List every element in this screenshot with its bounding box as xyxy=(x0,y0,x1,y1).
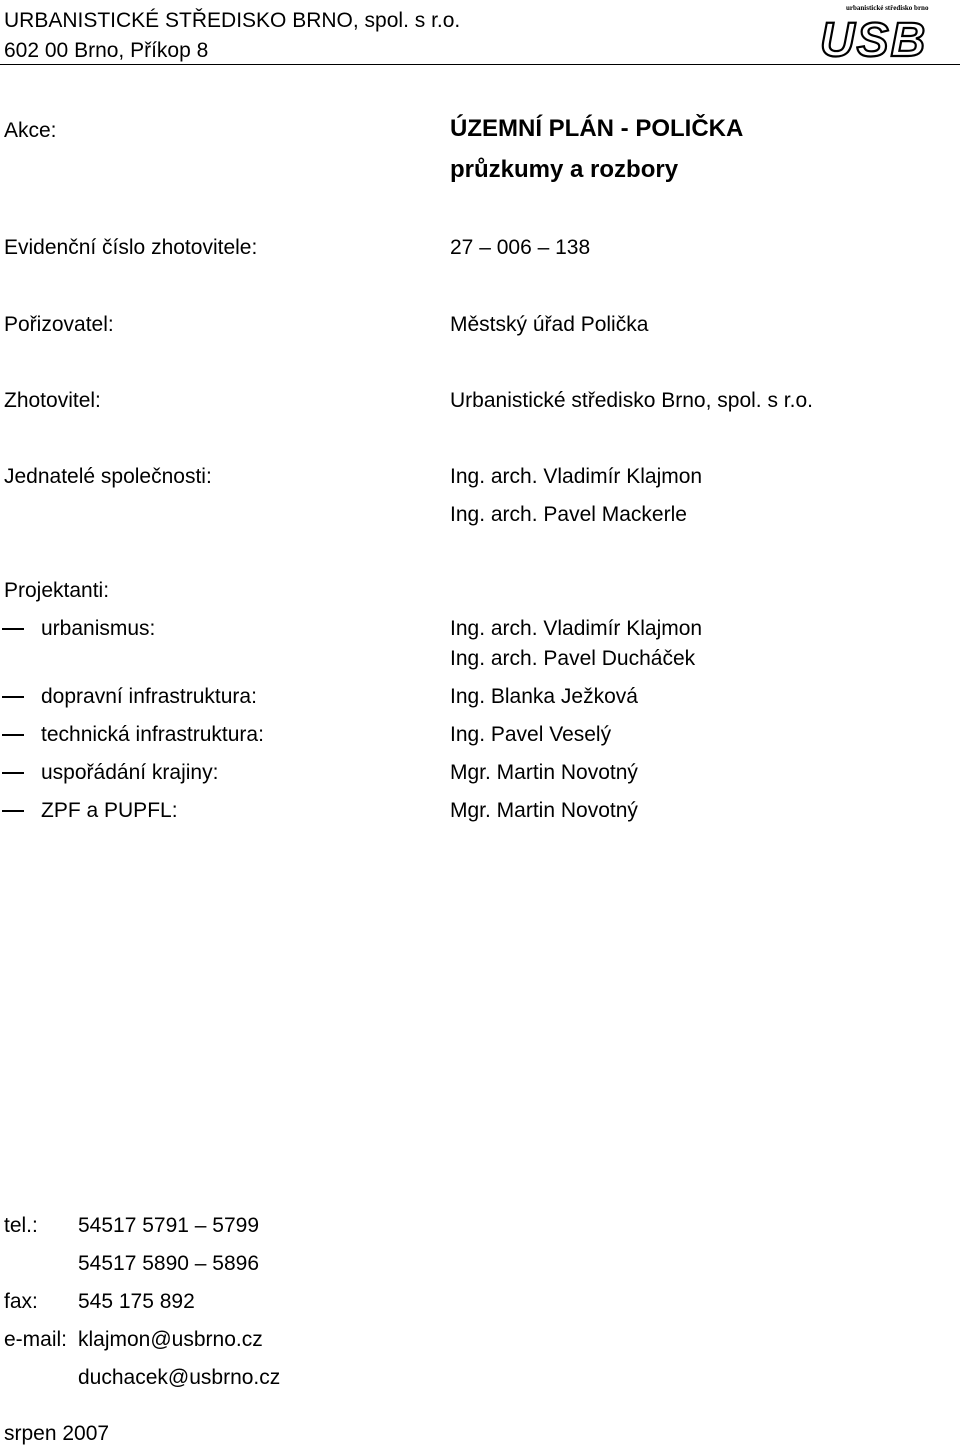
email-address[interactable]: klajmon@usbrno.cz xyxy=(78,1328,263,1351)
evidencni-label: Evidenční číslo zhotovitele: xyxy=(4,236,258,259)
usb-logo xyxy=(816,2,960,60)
dash-bullet xyxy=(2,810,24,812)
projektant-name: Ing. Pavel Veselý xyxy=(450,723,612,746)
jednatel-name: Ing. arch. Pavel Mackerle xyxy=(450,503,687,526)
fax-label: fax: xyxy=(4,1290,38,1313)
projektant-role: uspořádání krajiny: xyxy=(41,761,219,784)
projektant-name: Ing. Blanka Ježková xyxy=(450,685,638,708)
evidencni-value: 27 – 006 – 138 xyxy=(450,236,591,259)
logo-letters: USB xyxy=(820,14,928,60)
projektant-role: dopravní infrastruktura: xyxy=(41,685,257,708)
logo-caption: urbanistické středisko brno xyxy=(846,4,929,12)
porizovatel-value: Městský úřad Polička xyxy=(450,313,649,336)
tel-label: tel.: xyxy=(4,1214,38,1237)
zhotovitel-label: Zhotovitel: xyxy=(4,389,101,412)
zhotovitel-value: Urbanistické středisko Brno, spol. s r.o. xyxy=(450,389,813,412)
email-label: e-mail: xyxy=(4,1328,68,1351)
jednatele-label: Jednatelé společnosti: xyxy=(4,465,212,488)
projektant-role: ZPF a PUPFL: xyxy=(41,799,178,822)
project-title: ÚZEMNÍ PLÁN - POLIČKA xyxy=(450,115,744,142)
tel-number: 54517 5791 – 5799 xyxy=(78,1214,260,1237)
porizovatel-label: Pořizovatel: xyxy=(4,313,114,336)
company-address: 602 00 Brno, Příkop 8 xyxy=(4,39,209,62)
dash-bullet xyxy=(2,734,24,736)
header-divider xyxy=(0,64,960,65)
project-subtitle: průzkumy a rozbory xyxy=(450,156,679,183)
projektant-name: Ing. arch. Pavel Ducháček xyxy=(450,647,696,670)
projektanti-label: Projektanti: xyxy=(4,579,110,602)
email-address[interactable]: duchacek@usbrno.cz xyxy=(78,1366,281,1389)
jednatel-name: Ing. arch. Vladimír Klajmon xyxy=(450,465,703,488)
document-date: srpen 2007 xyxy=(4,1422,110,1445)
fax-number: 545 175 892 xyxy=(78,1290,195,1313)
projektant-role: urbanismus: xyxy=(41,617,156,640)
dash-bullet xyxy=(2,628,24,630)
akce-label: Akce: xyxy=(4,119,57,142)
dash-bullet xyxy=(2,696,24,698)
tel-number: 54517 5890 – 5896 xyxy=(78,1252,260,1275)
projektant-role: technická infrastruktura: xyxy=(41,723,264,746)
projektant-name: Ing. arch. Vladimír Klajmon xyxy=(450,617,703,640)
projektant-name: Mgr. Martin Novotný xyxy=(450,761,638,784)
company-name: URBANISTICKÉ STŘEDISKO BRNO, spol. s r.o. xyxy=(4,9,461,32)
dash-bullet xyxy=(2,772,24,774)
projektant-name: Mgr. Martin Novotný xyxy=(450,799,638,822)
